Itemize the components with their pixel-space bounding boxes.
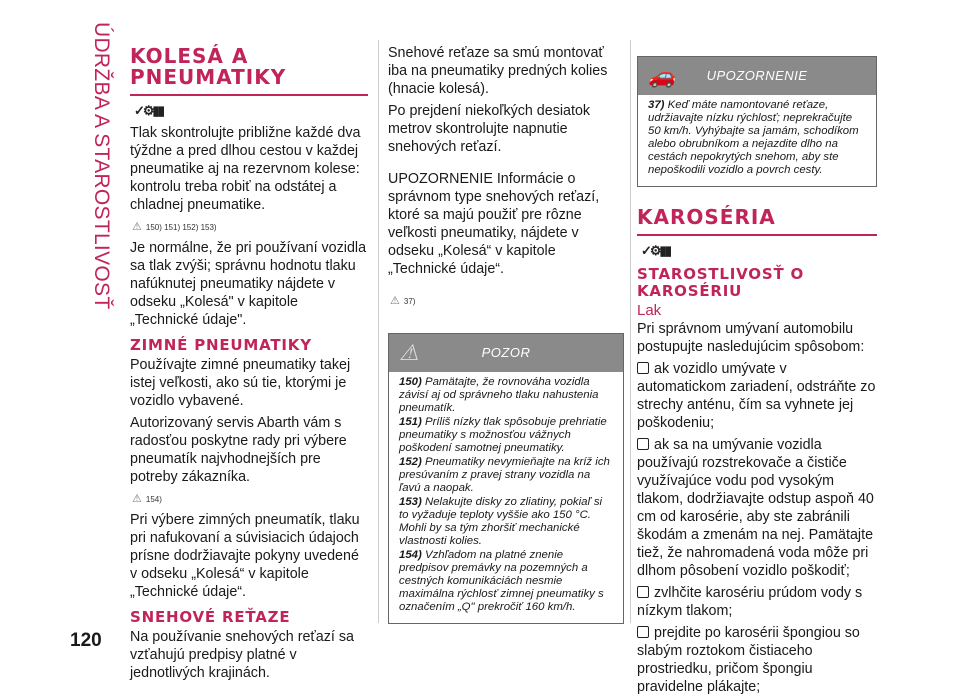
upozornenie-header (638, 57, 876, 95)
refs-text: 37) (403, 297, 416, 306)
pozor-body (389, 372, 623, 623)
paragraph: Tlak skontrolujte približne každé dva týždne a pred dlhou cestou v každej pneumatike aj na rezervnom kolese: kontrolu treba robiť na odstátej a chladnej pneumatike. (130, 125, 361, 213)
heading-rule (637, 234, 877, 236)
side-title-text: ÚDRŽBA A STAROSTLIVOSŤ (90, 22, 113, 310)
list-item (637, 360, 877, 432)
checkbox-bullet-icon (637, 362, 649, 374)
upozornenie-title: UPOZORNENIE (706, 68, 808, 83)
heading-snehove-retaze: SNEHOVÉ REŤAZE (130, 608, 291, 626)
warning-number: 151) (399, 416, 422, 428)
warning-number: 154) (399, 549, 422, 561)
page-number: 120 (70, 630, 102, 651)
upozornenie-body (638, 95, 876, 186)
warning-number: 150) (399, 376, 422, 388)
warning-refs (132, 490, 368, 509)
pozor-box (388, 333, 624, 624)
warning-text: Vzhľadom na platné znenie predpisov premávky na pozemných a cestných komunikáciách nesmie maximálna rýchlosť zimnej pneumatiky s označením „Q" prekročiť 160 km/h. (399, 549, 604, 613)
heading-kolesa (130, 46, 368, 88)
heading-rule (130, 94, 368, 96)
paragraph: UPOZORNENIE Informácie o správnom type snehových reťazí, ktoré sa majú použiť pre rôzne veľkosti pneumatiky, nájdete v odseku „Kolesá“ v kapitole „Technické údaje“. (388, 171, 600, 277)
pozor-item (399, 496, 613, 548)
list-item-text: ak sa na umývanie vozidla používajú rozstrekovače a čističe využívajúce vodu pod vysokým tlakom, dodržiavajte odstup aspoň 40 cm od karosérie, aby ste zabránili škodám a zmenám na nej. Pamätajte tiež, že nahromadená voda môže pri dlhom pôsobení vozidlo poškodiť; (637, 437, 874, 579)
clipboard-icon: ✓⚙▮▮ (641, 243, 670, 258)
refs-text: 150) 151) 152) 153) (145, 223, 217, 232)
heading-starostlivost-line1: STAROSTLIVOSŤ O (637, 265, 805, 283)
paragraph: Používajte zimné pneumatiky takej istej veľkosti, ako sú tie, ktorými je vozidlo vybavené. (130, 357, 351, 409)
paragraph: Autorizovaný servis Abarth vám s radosťou poskytne rady pri výbere pneumatík najvhodnejších pre potreby zákazníka. (130, 415, 347, 485)
checkbox-bullet-icon (637, 626, 649, 638)
pozor-header (389, 334, 623, 372)
pozor-item (399, 456, 613, 495)
column-1 (130, 40, 368, 686)
column-divider (630, 40, 631, 623)
paragraph: Na používanie snehových reťazí sa vzťahujú predpisy platné v jednotlivých krajinách. (130, 629, 354, 681)
heading-starostlivost (637, 266, 877, 300)
pozor-title: POZOR (481, 345, 531, 360)
upozornenie-box (637, 56, 877, 187)
warning-number: 37) (648, 99, 665, 111)
list-item-text: prejdite po karosérii špongiou so slabým roztokom čistiaceho prostriedku, pričom špongiu pravidelne plákajte; (637, 625, 860, 695)
bullet-list (637, 360, 877, 696)
warning-refs (390, 292, 624, 311)
warning-number: 153) (399, 496, 422, 508)
paragraph: Po prejdení niekoľkých desiatok metrov skontrolujte napnutie snehových reťazí. (388, 103, 591, 155)
warning-triangle-icon: ⚠ (399, 340, 420, 365)
warning-text: Pamätajte, že rovnováha vozidla závisí aj od správneho tlaku nahustenia pneumatík. (399, 376, 599, 414)
warning-triangle-icon: ⚠ (132, 221, 142, 233)
list-item-text: ak vozidlo umývate v automatickom zariadení, odstráňte zo strechy anténu, čím sa vyhnete jej poškodeniu; (637, 361, 876, 431)
warning-text: Nelakujte disky zo zliatiny, pokiaľ si to vyžaduje teploty vyššie ako 150 °C. Mohli by sa tým zhoršiť mechanické vlastnosti kolies. (399, 496, 603, 547)
warning-number: 152) (399, 456, 422, 468)
heading-zimne-pneumatiky: ZIMNÉ PNEUMATIKY (130, 336, 312, 354)
paragraph: Pri správnom umývaní automobilu postupujte nasledujúcim spôsobom: (637, 321, 865, 355)
warning-triangle-icon: ⚠ (390, 295, 400, 307)
list-item-text: zvlhčite karosériu prúdom vody s nízkym tlakom; (637, 585, 863, 619)
car-warning-icon: 🚗 (648, 63, 676, 88)
list-item (637, 436, 877, 580)
refs-text: 154) (145, 495, 162, 504)
heading-kolesa-line2: PNEUMATIKY (130, 65, 287, 89)
pozor-item (399, 416, 613, 455)
paragraph: Pri výbere zimných pneumatík, tlaku pri nafukovaní a súvisiacich údajoch prísne dodržiavajte pokyny uvedené v odseku „Kolesá“ v kapitole „Technické údaje“. (130, 512, 360, 600)
heading-kolesa-line1: KOLESÁ A (130, 44, 249, 68)
column-2 (388, 44, 624, 624)
heading-karoseria: KAROSÉRIA (637, 205, 776, 229)
heading-lak: Lak (637, 302, 662, 319)
paragraph: Je normálne, že pri používaní vozidla sa tlak zvýši; správnu hodnotu tlaku nafúknutej pneumatiky nájdete v odseku „Kolesá" v kapitole „Technické údaje". (130, 240, 367, 328)
checkbox-bullet-icon (637, 438, 649, 450)
heading-starostlivost-line2: KAROSÉRIU (637, 282, 743, 300)
warning-text: Keď máte namontované reťaze, udržiavajte nízku rýchlosť; neprekračujte 50 km/h. Vyhýbajte sa jamám, schodíkom alebo obrubníkom a nejazdite dlho na cestách nepokrytých snehom, aby ste nepoškodili vozidlo a povrch cesty. (648, 99, 859, 176)
list-item (637, 584, 877, 620)
warning-text: Pneumatiky nevymieňajte na kríž ich presúvaním z pravej strany vozidla na ľavú a naopak. (399, 456, 610, 494)
list-item (637, 624, 877, 696)
warning-triangle-icon: ⚠ (132, 493, 142, 505)
pozor-item (399, 376, 613, 415)
side-title (88, 22, 114, 342)
pozor-item (399, 549, 613, 614)
clipboard-icon: ✓⚙▮▮ (134, 103, 163, 118)
paragraph: Snehové reťaze sa smú montovať iba na pneumatiky predných kolies (hnacie kolesá). (388, 45, 608, 97)
warning-text: Príliš nízky tlak spôsobuje prehriatie pneumatiky s možnosťou vážnych poškodení samotnej pneumatiky. (399, 416, 607, 454)
column-3 (637, 56, 877, 700)
warning-refs (132, 218, 368, 237)
checkbox-bullet-icon (637, 586, 649, 598)
column-divider (378, 40, 379, 623)
